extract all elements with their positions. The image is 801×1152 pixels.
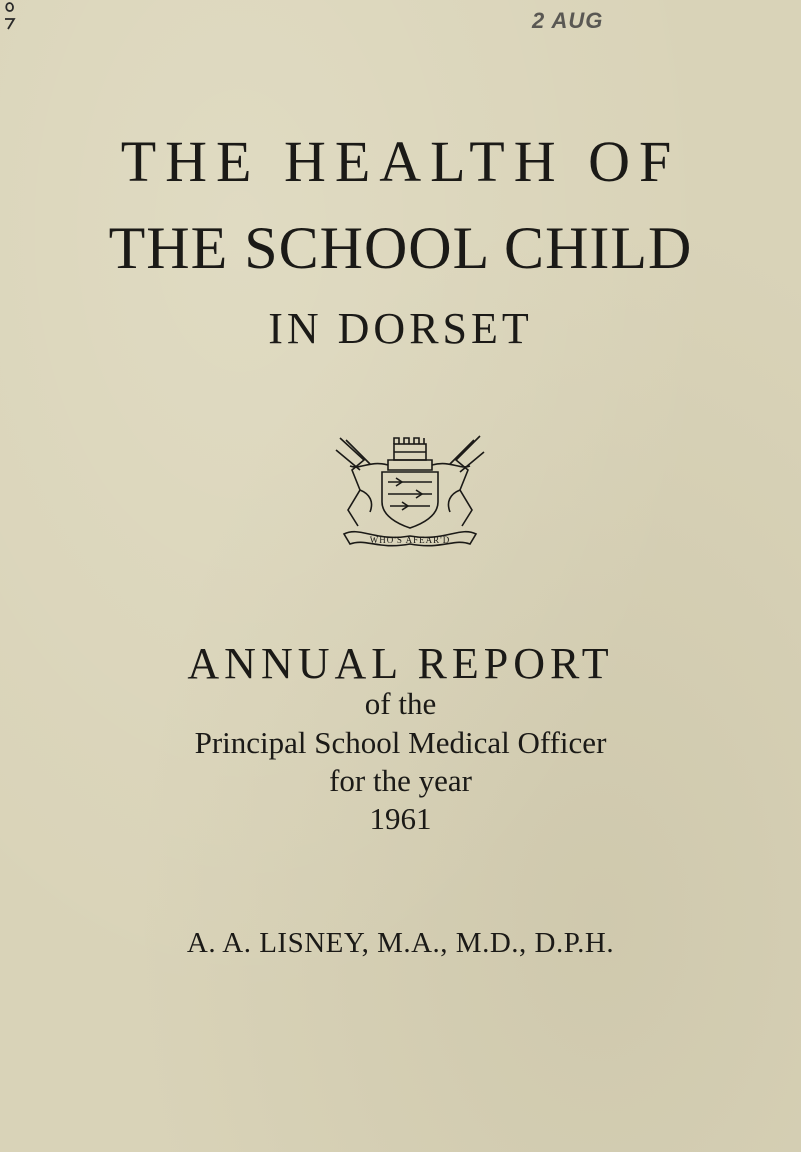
author-credit: A. A. LISNEY, M.A., M.D., D.P.H. [186, 927, 615, 959]
coat-of-arms-icon [330, 430, 490, 552]
handwritten-mark-icon [2, 0, 18, 32]
title-line-3: IN DORSET [268, 304, 533, 353]
crest-motto: WHO'S AFEAR'D [369, 535, 451, 545]
date-stamp: 2 AUG [532, 8, 604, 33]
report-year: 1961 [369, 801, 432, 836]
report-heading: ANNUAL REPORT [187, 639, 614, 688]
report-line-of-the: of the [364, 686, 437, 721]
title-line-1: THE HEALTH OF [120, 129, 681, 194]
title-line-2: THE SCHOOL CHILD [108, 215, 693, 281]
report-line-for-year: for the year [329, 763, 472, 798]
report-line-officer: Principal School Medical Officer [194, 725, 607, 760]
